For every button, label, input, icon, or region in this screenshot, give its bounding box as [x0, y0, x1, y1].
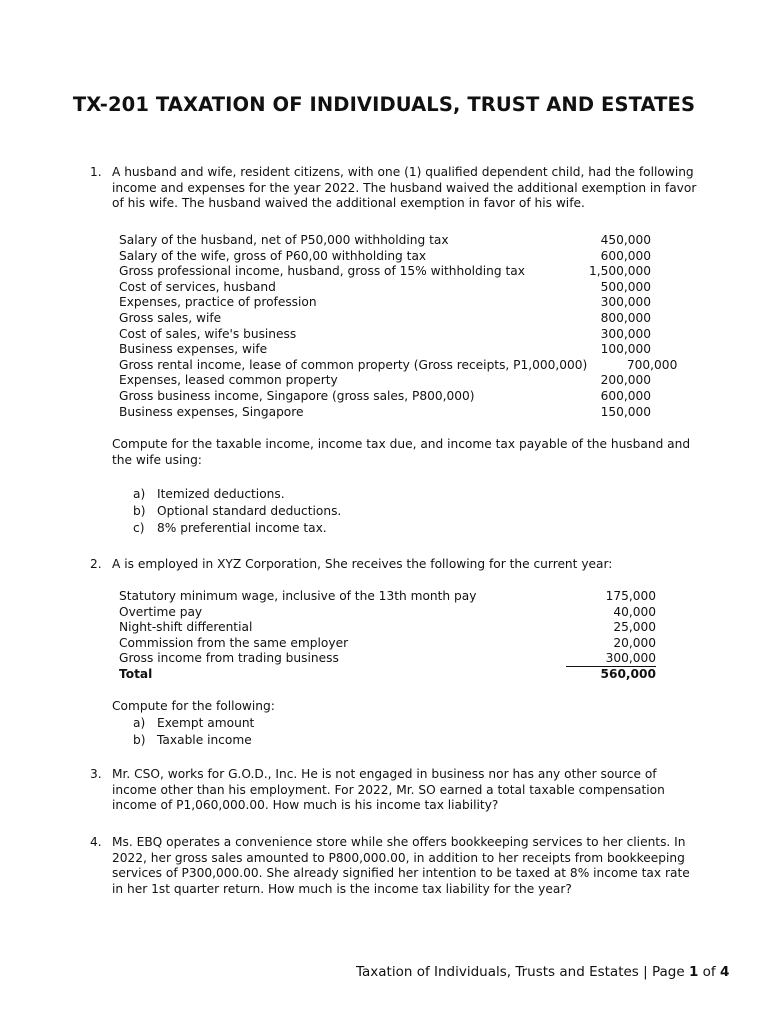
table-row: Night-shift differential 25,000	[119, 620, 656, 635]
table-row: Gross income from trading business 300,000	[119, 651, 656, 666]
footer-text: Taxation of Individuals, Trusts and Estates | Page	[356, 964, 689, 980]
total-row: Total 560,000	[119, 666, 656, 681]
list-item: c) 8% preferential income tax.	[133, 521, 327, 535]
table-row: Gross rental income, lease of common property (Gross receipts, P1,000,000) 700,000	[119, 357, 678, 372]
list-item: a) Itemized deductions.	[133, 487, 285, 501]
question-2	[90, 557, 700, 573]
q2-compute-text: Compute for the following:	[112, 699, 275, 713]
page-footer	[356, 963, 729, 981]
q2-options	[133, 716, 254, 750]
table-row: Salary of the husband, net of P50,000 withholding tax 450,000	[119, 233, 651, 247]
q1-compute-text: Compute for the taxable income, income tax due, and income tax payable of the husband and the wife using:	[112, 437, 691, 467]
q1-income-table	[119, 233, 678, 420]
question-number: 1.	[90, 165, 102, 179]
question-1	[90, 165, 700, 212]
q1-options	[133, 487, 341, 538]
footer-of: of	[698, 964, 720, 980]
page-title: TX-201 TAXATION OF INDIVIDUALS, TRUST AND ESTATES	[72, 93, 696, 116]
page-total: 4	[719, 964, 730, 980]
question-4	[90, 835, 700, 897]
table-row: Gross professional income, husband, gross of 15% withholding tax 1,500,000	[119, 264, 651, 279]
question-text: A is employed in XYZ Corporation, She receives the following for the current year:	[112, 557, 613, 571]
list-item: a) Exempt amount	[133, 716, 255, 730]
page-number: 1	[688, 964, 699, 980]
table-row: Salary of the wife, gross of P60,00 withholding tax 600,000	[119, 248, 651, 263]
question-3	[90, 767, 700, 814]
table-row: Gross business income, Singapore (gross sales, P800,000) 600,000	[119, 388, 651, 403]
list-item: b) Taxable income	[133, 733, 252, 747]
question-text: A husband and wife, resident citizens, with one (1) qualified dependent child, had the following income and expenses for the year 2022. The husband waived the additional exemption in favor of his wife. The husband waived the additional exemption in favor of his wife.	[112, 165, 697, 211]
table-row: Commission from the same employer 20,000	[119, 635, 656, 650]
table-row: Cost of sales, wife's business 300,000	[119, 326, 651, 341]
table-row: Cost of services, husband 500,000	[119, 279, 651, 294]
table-row: Business expenses, wife 100,000	[119, 342, 651, 357]
table-row: Business expenses, Singapore 150,000	[119, 404, 651, 419]
question-text: Mr. CSO, works for G.O.D., Inc. He is not engaged in business nor has any other source of income other than his employment. For 2022, Mr. SO earned a total taxable compensation income of P1,060,000.00. How much is his income tax liability?	[112, 767, 665, 813]
list-item: b) Optional standard deductions.	[133, 504, 342, 518]
table-row: Statutory minimum wage, inclusive of the 13th month pay 175,000	[119, 589, 656, 603]
table-row: Expenses, leased common property 200,000	[119, 373, 651, 388]
question-number: 3.	[90, 767, 102, 781]
question-number: 4.	[90, 835, 102, 849]
question-number: 2.	[90, 557, 102, 571]
question-text: Ms. EBQ operates a convenience store while she offers bookkeeping services to her clients. In 2022, her gross sales amounted to P800,000.00, in addition to her receipts from bookkeeping services of P300,000.00. She already signified her intention to be taxed at 8% income tax rate in her 1st quarter return. How much is the income tax liability for the year?	[112, 835, 690, 896]
table-row: Expenses, practice of profession 300,000	[119, 295, 651, 310]
q2-income-table	[119, 589, 656, 683]
table-row: Overtime pay 40,000	[119, 604, 656, 619]
table-row: Gross sales, wife 800,000	[119, 310, 651, 325]
